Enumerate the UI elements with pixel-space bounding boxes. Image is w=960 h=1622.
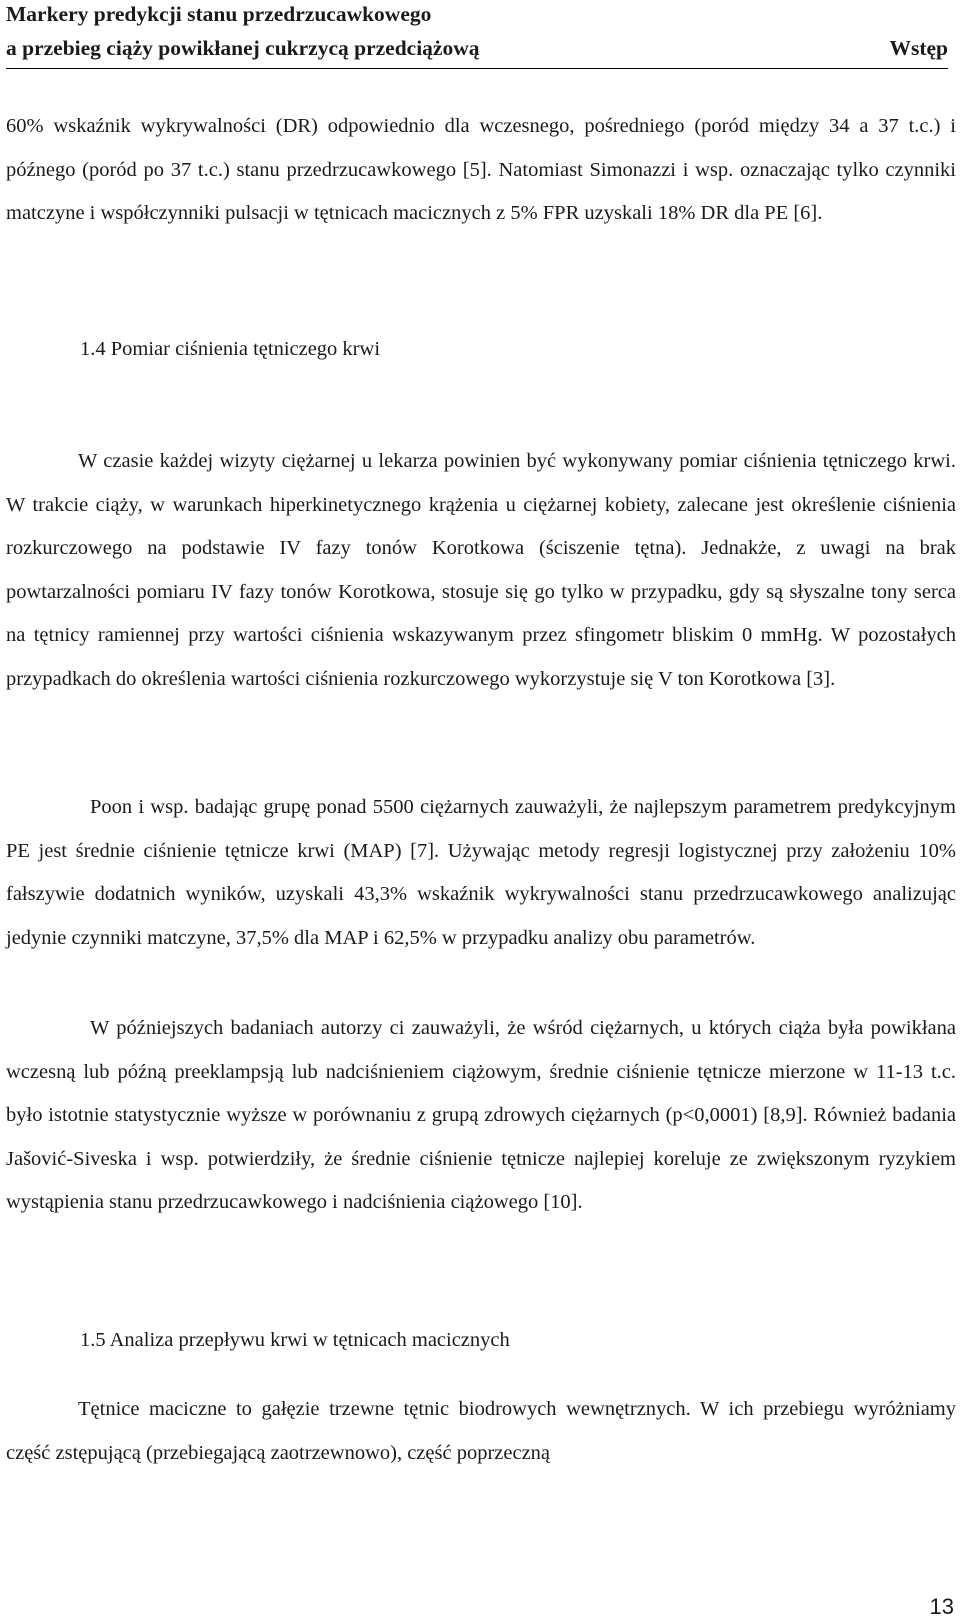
paragraph-intro: 60% wskaźnik wykrywalności (DR) odpowiednio dla wczesnego, pośredniego (poród między 34 a 37 t.c.) i późnego (poród po 37 t.c.) stanu przedrzucawkowego [5]. Natomiast Simonazzi i wsp. oznaczając tylko czynniki matczyne i współczynniki pulsacji w tętnicach macicznych z 5% FPR uzyskali 18% DR dla PE [6].: [6, 115, 956, 224]
paragraph-pozniej: W późniejszych badaniach autorzy ci zauważyli, że wśród ciężarnych, u których ciąża była powikłana wczesną lub późną preeklampsją lub nadciśnieniem ciążowym, średnie ciśnienie tętnicze mierzone w 11-13 t.c. było istotnie statystycznie wyższe w porównaniu z grupą zdrowych ciężarnych (p<0,0001) [8,9]. Również badania Jašović-Siveska i wsp. potwierdziły, że średnie ciśnienie tętnicze najlepiej koreluje ze zwiększonym ryzykiem wystąpienia stanu przedrzucawkowego i nadciśnienia ciążowego [10].: [6, 1017, 956, 1213]
section-heading-1-5: 1.5 Analiza przepływu krwi w tętnicach macicznych: [80, 1329, 510, 1351]
section-heading-1-4: 1.4 Pomiar ciśnienia tętniczego krwi: [80, 338, 381, 360]
paragraph-poon: Poon i wsp. badając grupę ponad 5500 ciężarnych zauważyli, że najlepszym parametrem predykcyjnym PE jest średnie ciśnienie tętnicze krwi (MAP) [7]. Używając metody regresji logistycznej przy założeniu 10% fałszywie dodatnich wyników, uzyskali 43,3% wskaźnik wykrywalności stanu przedrzucawkowego analizując jedynie czynniki matczyne, 37,5% dla MAP i 62,5% w przypadku analizy obu parametrów.: [6, 796, 956, 949]
section-name: Wstęp: [889, 36, 948, 60]
paragraph-tetnice: Tętnice maciczne to gałęzie trzewne tętnic biodrowych wewnętrznych. W ich przebiegu wyróżniamy część zstępującą (przebiegającą zaotrzewnowo), część poprzeczną: [6, 1398, 956, 1464]
running-title-line-1: Markery predykcji stanu przedrzucawkowego: [6, 2, 432, 26]
paragraph-pomiar: W czasie każdej wizyty ciężarnej u lekarza powinien być wykonywany pomiar ciśnienia tętniczego krwi. W trakcie ciąży, w warunkach hiperkinetycznego krążenia u ciężarnej kobiety, zalecane jest określenie ciśnienia rozkurczowego na podstawie IV fazy tonów Korotkowa (ściszenie tętna). Jednakże, z uwagi na brak powtarzalności pomiaru IV fazy tonów Korotkowa, stosuje się go tylko w przypadku, gdy są słyszalne tony serca na tętnicy ramiennej przy wartości ciśnienia wskazywanym przez sfingometr bliskim 0 mmHg. W pozostałych przypadkach do określenia wartości ciśnienia rozkurczowego wykorzystuje się V ton Korotkowa [3].: [6, 450, 956, 690]
page-number: 13: [929, 1594, 954, 1619]
page-header: [6, 0, 948, 69]
running-title-line-2: a przebieg ciąży powikłanej cukrzycą przedciążową: [6, 36, 480, 60]
